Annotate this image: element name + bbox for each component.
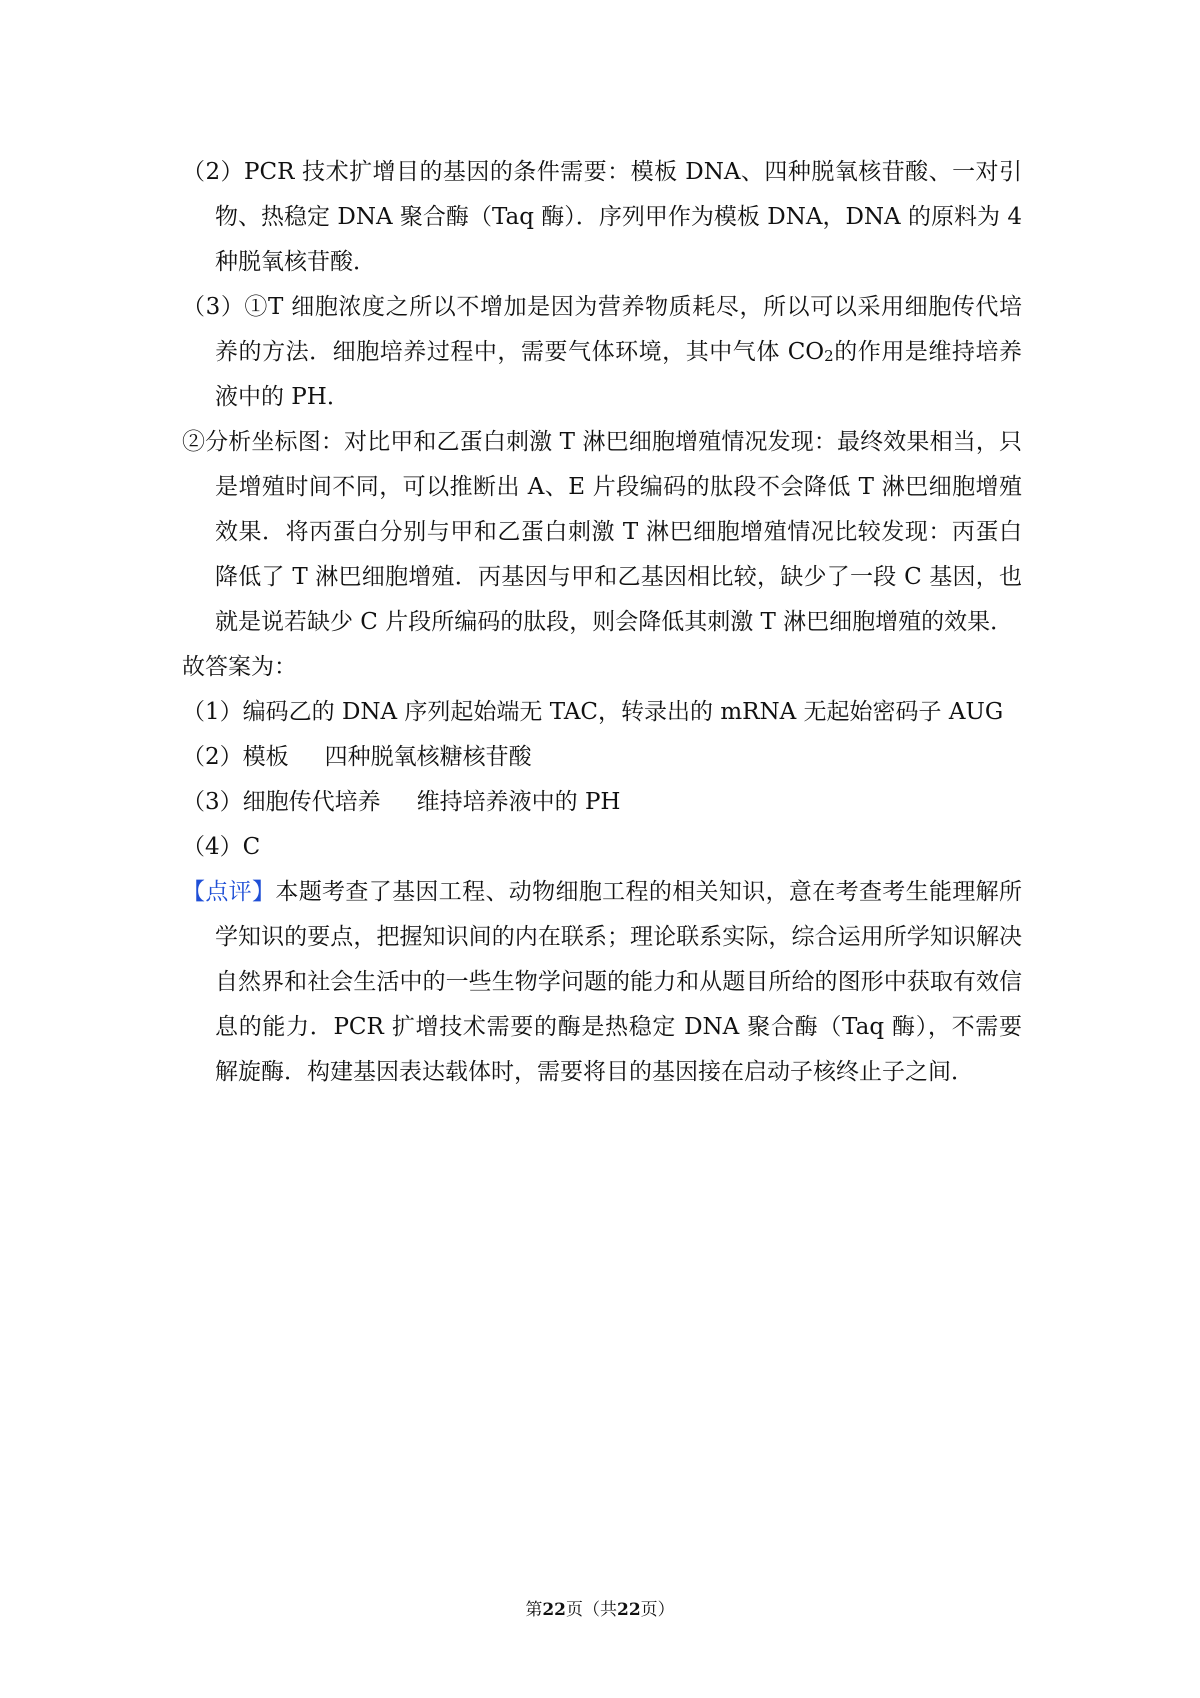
answer-1: （1）编码乙的 DNA 序列起始端无 TAC，转录出的 mRNA 无起始密码子 AUG xyxy=(182,699,1004,725)
paragraph-pcr-conditions: （2）PCR 技术扩增目的基因的条件需要：模板 DNA、四种脱氧核苷酸、一对引物、热稳定 DNA 聚合酶（Taq 酶）．序列甲作为模板 DNA，DNA 的原料为 4 种脱氧核苷酸． xyxy=(182,159,1022,275)
answers-heading: 故答案为： xyxy=(182,654,297,680)
answer-3-part-1: （3）细胞传代培养 xyxy=(182,789,381,815)
footer-suffix: 页） xyxy=(640,1600,675,1620)
review-text: 本题考查了基因工程、动物细胞工程的相关知识，意在考查考生能理解所学知识的要点，把握知识间的内在联系；理论联系实际，综合运用所学知识解决自然界和社会生活中的一些生物学问题的能力和从题目所给的图形中获取有效信息的能力．PCR 扩增技术需要的酶是热稳定 DNA 聚合酶（Taq 酶），不需要解旋酶．构建基因表达载体时，需要将目的基因接在启动子核终止子之间． xyxy=(215,879,1023,1085)
answer-2 xyxy=(182,735,1022,780)
answer-3-part-2: 维持培养液中的 PH xyxy=(416,789,621,815)
review-paragraph xyxy=(182,870,1022,1095)
paragraph-cell-culture-text-end: 的作用是维持培养液中的 PH． xyxy=(215,339,1023,410)
footer-page-number: 22 xyxy=(542,1600,566,1620)
answer-4: （4）C xyxy=(182,834,261,860)
footer-middle: 页（共 xyxy=(566,1600,617,1620)
footer-total-pages: 22 xyxy=(617,1600,641,1620)
paragraph-cell-culture-text: （3）①T 细胞浓度之所以不增加是因为营养物质耗尽，所以可以采用细胞传代培养的方法．细胞培养过程中，需要气体环境，其中气体 CO xyxy=(182,294,1022,365)
answer-2-part-2: 四种脱氧核糖核苷酸 xyxy=(324,744,532,770)
answer-2-part-1: （2）模板 xyxy=(182,744,289,770)
footer-prefix: 第 xyxy=(525,1600,543,1620)
co2-subscript: 2 xyxy=(824,347,834,365)
paragraph-graph-analysis: ②分析坐标图：对比甲和乙蛋白刺激 T 淋巴细胞增殖情况发现：最终效果相当，只是增殖时间不同，可以推断出 A、E 片段编码的肽段不会降低 T 淋巴细胞增殖效果．将丙蛋白分别与甲和乙蛋白刺激 T 淋巴细胞增殖情况比较发现：丙蛋白降低了 T 淋巴细胞增殖．丙基因与甲和乙基因相比较，缺少了一段 C 基因，也就是说若缺少 C 片段所编码的肽段，则会降低其刺激 T 淋巴细胞增殖的效果． xyxy=(182,429,1022,635)
page-content xyxy=(182,150,1022,1095)
paragraph-cell-culture xyxy=(182,285,1022,420)
page-footer xyxy=(0,1598,1200,1622)
answer-3 xyxy=(182,780,1022,825)
review-tag: 【点评】 xyxy=(182,879,276,905)
